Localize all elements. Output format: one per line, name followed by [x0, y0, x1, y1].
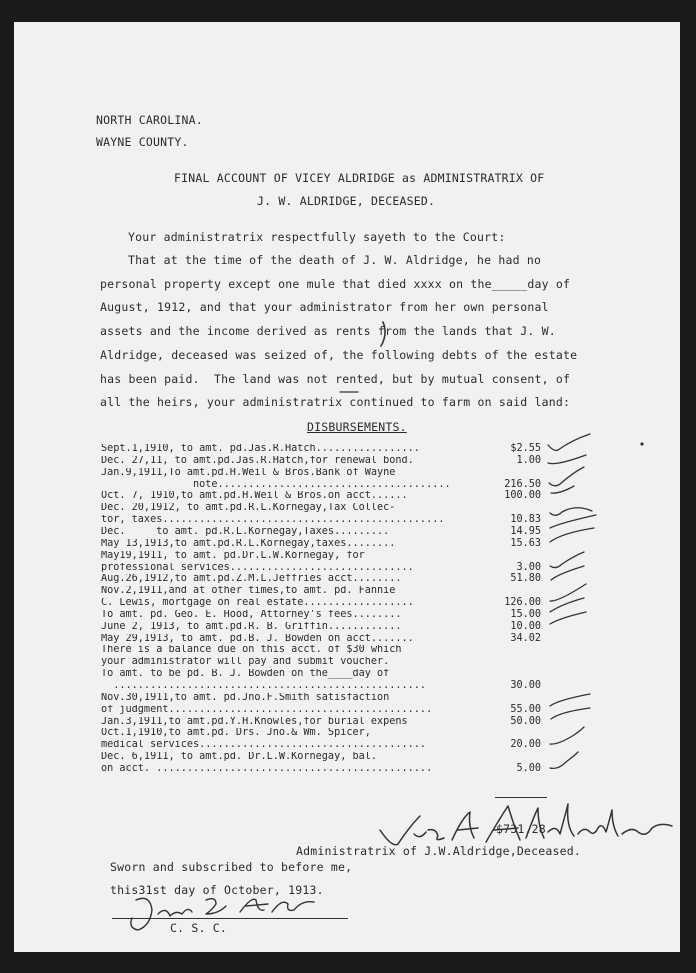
ledger-amount: 34.02	[510, 632, 541, 644]
ledger-amount: 50.00	[510, 715, 541, 727]
clerk-title: C. S. C.	[170, 921, 227, 935]
disbursements-heading: DISBURSEMENTS.	[307, 420, 407, 434]
ledger-amount: 5.00	[516, 762, 541, 774]
ink-bracket-mark	[381, 322, 385, 346]
state-heading: NORTH CAROLINA.	[96, 113, 203, 127]
ledger-amount: 15.63	[510, 537, 541, 549]
body-line-4: August, 1912, and that your administrator from her own personal	[100, 300, 549, 314]
county-heading: WAYNE COUNTY.	[96, 135, 189, 149]
ledger-description: professional services..............................	[101, 562, 414, 573]
ledger-description: C. Lewis, mortgage on real estate..................	[101, 598, 414, 609]
checkmark-icon	[550, 752, 578, 768]
checkmark-icon	[551, 486, 574, 493]
document-title-line2: J. W. ALDRIDGE, DECEASED.	[257, 194, 436, 208]
ledger-description: Sept.1,1910, to amt. pd.Jas.R.Hatch.................	[101, 444, 420, 454]
ledger-amount: 10.00	[510, 620, 541, 632]
ledger-amount: 30.00	[510, 680, 541, 691]
ledger-description: Dec. 27,11, to amt.pd.Jas.R.Hatch,for renewal bond.	[101, 455, 414, 466]
clerk-signature	[131, 898, 314, 930]
ledger-description: Jan.9,1911,To amt.pd.H.Weil & Bros.Bank of Wayne	[101, 467, 396, 478]
body-line-7: has been paid. The land was not rented, but by mutual consent, of	[100, 372, 571, 386]
jurat-date-line: this31st day of October, 1913.	[110, 883, 324, 897]
ledger-description: Nov.30,1911,to amt. pd.Jno.F.Smith satisfaction	[101, 692, 390, 703]
ledger-description: To amt. to be pd. B. J. Bowden on the____day of	[101, 669, 390, 680]
ledger-description: There is a balance due on this acct. of $30 which	[101, 645, 402, 656]
ledger-description: your administrator will pay and submit voucher.	[101, 657, 390, 668]
ledger-amount: 51.80	[510, 573, 541, 585]
ledger-amount: 55.00	[510, 703, 541, 715]
administratrix-signature	[380, 804, 672, 845]
body-line-8: all the heirs, your administratrix continued to farm on said land:	[100, 395, 571, 409]
checkmark-icon	[548, 455, 586, 464]
document-title-line1: FINAL ACCOUNT OF VICEY ALDRIDGE as ADMINISTRATRIX OF	[174, 171, 545, 185]
ledger-description: Aug.26,1912,to amt.pd.Z.M.L.Jeffries acct........	[101, 574, 402, 585]
checkmark-icon	[550, 694, 590, 706]
ledger-amount: 15.00	[510, 608, 541, 620]
ledger-amount: 10.83	[510, 514, 541, 526]
ledger-amount: 14.95	[510, 525, 541, 537]
ledger-amount: 126.00	[504, 597, 541, 609]
checkmark-icon	[551, 708, 590, 719]
ledger-description: Dec. 6,1911, to amt.pd. Dr.L.W.Kornegay, bal.	[101, 752, 378, 763]
body-line-2: That at the time of the death of J. W. Aldridge, he had no	[128, 253, 542, 267]
body-line-6: Aldridge, deceased was seized of, the following debts of the estate	[100, 348, 578, 362]
ledger-description: May 29,1913, to amt. pd.B. J. Bowden on acct.......	[101, 633, 414, 644]
checkmark-icon	[550, 727, 584, 744]
jurat-sworn-line: Sworn and subscribed to before me,	[110, 860, 353, 874]
checkmark-icon	[550, 515, 596, 528]
checkmark-icon	[550, 508, 592, 516]
ledger-description: Nov.2,1911,and at other times,to amt. pd. Fannie	[101, 586, 396, 597]
body-line-3: personal property except one mule that died xxxx on the_____day of	[100, 277, 571, 291]
ledger-description: To amt. pd. Geo. E. Hood, Attorney's fees........	[101, 609, 402, 620]
ledger-amount: $2.55	[510, 443, 541, 454]
ledger-amount: 20.00	[510, 739, 541, 751]
ledger-description: note......................................	[101, 479, 451, 490]
ledger-description: on acct. .............................................	[101, 763, 433, 774]
checkmark-icon	[549, 467, 584, 486]
checkmark-icon	[550, 528, 594, 542]
ledger-description: May19,1911, to amt. pd.Dr.L.W.Kornegay, for	[101, 550, 365, 561]
ledger-description: June 2, 1913, to amt.pd.R. B. Griffin............	[101, 621, 402, 632]
ledger-description: Dec. 20,1912, to amt.pd.R.L.Kornegay,Tax Collec-	[101, 503, 396, 514]
ledger-description: tor, taxes..............................................	[101, 515, 445, 526]
checkmark-icon	[550, 552, 584, 568]
checkmark-icon	[550, 612, 586, 624]
ink-dot	[640, 442, 643, 445]
ledger-description: May 13,1913,to amt.pd.R.L.Kornegay,taxes........	[101, 538, 396, 549]
ledger-description: ...................................................	[101, 681, 427, 691]
total-amount: $731.28	[496, 822, 546, 836]
ledger-description: Dec. to amt. pd.R.L.Kornegay,Taxes.........	[101, 526, 390, 537]
ledger-description: of judgment...........................................	[101, 704, 433, 715]
ledger-amount: 3.00	[516, 561, 541, 573]
administratrix-caption: Administratrix of J.W.Aldridge,Deceased.	[296, 844, 581, 858]
ledger-amount: 216.50	[504, 478, 541, 490]
ledger-description: Oct.1,1910,to amt.pd. Drs. Jno.& Wm. Spicer,	[101, 728, 371, 739]
check-marks	[548, 434, 596, 768]
ledger-description: Oct. 7, 1910,to amt.pd.H.Weil & Bros.on acct......	[101, 491, 408, 502]
checkmark-icon	[548, 434, 590, 450]
ledger-amount: 100.00	[504, 490, 541, 502]
ledger-amount: 1.00	[516, 454, 541, 466]
body-line-5: assets and the income derived as rents from the lands that J. W.	[100, 324, 556, 338]
body-line-1: Your administratrix respectfully sayeth to the Court:	[128, 230, 506, 244]
ledger-description: Jan.3,1911,to amt.pd.Y.H.Knowles,for burial expens	[101, 716, 408, 727]
ledger-description: medical services.....................................	[101, 740, 427, 751]
